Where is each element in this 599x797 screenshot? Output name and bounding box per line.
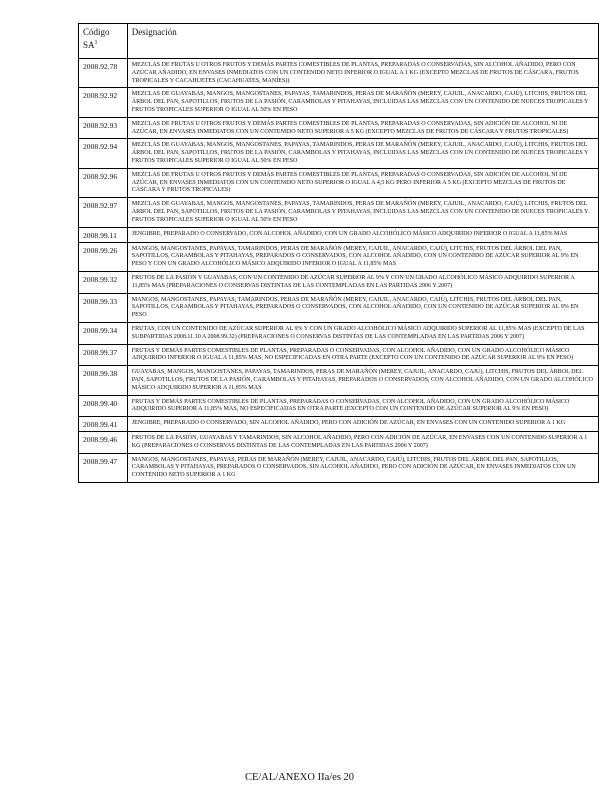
row-designation: MEZCLAS DE GUAYABAS, MANGOS, MANGOSTANES, PAPAYAS, TAMARINDOS, PERAS DE MARAÑÓN (MEREY, CAJUIL, ANACARDO, CAJÚ), LITCHIS, FRUTOS DEL ÁRBOL DEL PAN, SAPOTILLOS, FRUTOS DE LA PASIÓN, CARAMBOLAS Y PITAHAYAS, INCLUIDAS LAS MEZCLAS CON UN CONTENIDO DE NUECES TROPICALES Y FRUTOS TROPICALES SUPERIOR O IGUAL AL 50% EN PESO — [127, 198, 598, 227]
table-row — [79, 227, 599, 242]
table-row — [79, 417, 599, 432]
row-designation: FRUTAS Y DEMÁS PARTES COMESTIBLES DE PLANTAS, PREPARADAS O CONSERVADAS, CON ALCOHOL AÑADIDO, CON UN GRADO ALCOHÓLICO MÁSICO ADQUIRIDO INFERIOR O IGUAL A 11,85% MAS, NO ESPECIFICADAS EN OTRA PARTE (EXCEPTO CON UN CONTENIDO DE AZÚCAR SUPERIOR AL 9% EN PESO) — [127, 344, 598, 366]
row-code: 2008.99.40 — [79, 395, 128, 417]
table-row — [79, 198, 599, 227]
row-code: 2008.99.38 — [79, 366, 128, 395]
row-designation: MANGOS, MANGOSTANES, PAPAYAS, TAMARINDOS, PERAS DE MARAÑÓN (MEREY, CAJUIL, ANACARDO, CAJÚ), LITCHIS, FRUTOS DEL ÁRBOL DEL PAN, SAPOTILLOS, CARAMBOLAS Y PITAHAYAS, PREPARADOS O CONSERVADOS, CON ALCOHOL AÑADIDO, CON UN CONTENIDO DE AZÚCAR SUPERIOR AL 9% EN PESO — [127, 293, 598, 322]
header-designation: Designación — [127, 24, 598, 59]
table-row — [79, 322, 599, 344]
table-header-row — [79, 24, 599, 59]
table-row — [79, 88, 599, 117]
row-code: 2008.99.37 — [79, 344, 128, 366]
table-row — [79, 117, 599, 139]
row-code: 2008.99.11 — [79, 227, 128, 242]
row-designation: MANGOS, MANGOSTANES, PAPAYAS, PERAS DE MARAÑÓN (MEREY, CAJUIL, ANACARDO, CAJÚ), LITCHIS, FRUTOS DEL ÁRBOL DEL PAN, SAPOTILLOS, CARAMBOLAS Y PITAHAYAS, PREPARADOS O CONSERVADOS, SIN ALCOHOL AÑADIDO, PERO CON ADICIÓN DE AZÚCAR, EN ENVASES INMEDIATOS CON UN CONTENIDO NETO SUPERIOR A 1 KG — [127, 453, 598, 482]
table-body — [79, 59, 599, 483]
table-row — [79, 139, 599, 168]
table-row — [79, 344, 599, 366]
row-code: 2008.99.34 — [79, 322, 128, 344]
row-code: 2008.99.32 — [79, 271, 128, 293]
row-designation: GUAYABAS, MANGOS, MANGOSTANES, PAPAYAS, TAMARINDOS, PERAS DE MARAÑÓN (MEREY, CAJUIL, ANACARDO, CAJÚ), LITCHIS, FRUTOS DEL ÁRBOL DEL PAN, SAPOTILLOS, FRUTOS DE LA PASIÓN, CARAMBOLAS Y PITAHAYAS, PREPARADOS O CONSERVADOS, CON ALCOHOL AÑADIDO, CON UN GRADO ALCOHÓLICO MÁSICO ADQUIRIDO SUPERIOR A 11,85% MAS — [127, 366, 598, 395]
table-row — [79, 293, 599, 322]
row-designation: MEZCLAS DE GUAYABAS, MANGOS, MANGOSTANES, PAPAYAS, TAMARINDOS, PERAS DE MARAÑÓN (MEREY, CAJUIL, ANACARDO, CAJÚ), LITCHIS, FRUTOS DEL ÁRBOL DEL PAN, SAPOTILLOS, FRUTOS DE LA PASIÓN, CARAMBOLAS Y PITAHAYAS, INCLUIDAS LAS MEZCLAS CON UN CONTENIDO DE NUECES TROPICALES Y FRUTOS TROPICALES SUPERIOR O IGUAL AL 50% EN PESO — [127, 139, 598, 168]
row-code: 2008.92.94 — [79, 139, 128, 168]
table-row — [79, 432, 599, 454]
footnote-marker: 1 — [94, 40, 98, 46]
row-code: 2008.99.47 — [79, 453, 128, 482]
table-row — [79, 395, 599, 417]
table-row — [79, 366, 599, 395]
header-code — [79, 24, 128, 59]
row-designation: MANGOS, MANGOSTANES, PAPAYAS, TAMARINDOS, PERAS DE MARAÑÓN (MEREY, CAJUIL, ANACARDO, CAJÚ), LITCHIS, FRUTOS DEL ÁRBOL DEL PAN, SAPOTILLOS, CARAMBOLAS Y PITAHAYAS, PREPARADOS O CONSERVADOS, CON ALCOHOL AÑADIDO, CON UN CONTENIDO DE AZÚCAR SUPERIOR AL 9% EN PESO Y CON UN GRADO ALCOHÓLICO MÁSICO ADQUIRIDO INFERIOR O IGUAL A 11,85% MAS — [127, 242, 598, 271]
row-code: 2008.99.26 — [79, 242, 128, 271]
row-code: 2008.92.92 — [79, 88, 128, 117]
tariff-table — [78, 23, 599, 483]
row-code: 2008.99.46 — [79, 432, 128, 454]
row-designation: MEZCLAS DE FRUTAS U OTROS FRUTOS Y DEMÁS PARTES COMESTIBLES DE PLANTAS, PREPARADAS O CONSERVADAS, SIN ADICIÓN DE ALCOHOL NI DE AZÚCAR, EN ENVASES INMEDIATOS CON UN CONTENIDO NETO SUPERIOR O IGUAL A 4,5 KG PERO INFERIOR A 5 KG (EXCEPTO MEZCLAS DE FRUTOS DE CÁSCARA Y FRUTOS TROPICALES) — [127, 168, 598, 197]
row-designation: FRUTAS, CON UN CONTENIDO DE AZÚCAR SUPERIOR AL 9% Y CON UN GRADO ALCOHÓLICO MÁSICO ADQUIRIDO SUPERIOR AL 11,85% MAS (EXCEPTO DE LAS SUBPARTIDAS 2008.11.10 A 2008.99.32) (PREPARACIONES O CONSERVAS DISTINTAS DE LAS CONTEMPLADAS EN LAS PARTIDAS 2006 Y 2007) — [127, 322, 598, 344]
table-row — [79, 59, 599, 88]
row-code: 2008.92.93 — [79, 117, 128, 139]
row-code: 2008.99.41 — [79, 417, 128, 432]
row-designation: MEZCLAS DE GUAYABAS, MANGOS, MANGOSTANES, PAPAYAS, TAMARINDOS, PERAS DE MARAÑÓN (MEREY, CAJUIL, ANACARDO, CAJÚ), LITCHIS, FRUTOS DEL ÁRBOL DEL PAN, SAPOTILLOS, FRUTOS DE LA PASIÓN, CARAMBOLAS Y PITAHAYAS, INCLUIDAS LAS MEZCLAS CON UN CONTENIDO DE NUECES TROPICALES Y FRUTOS TROPICALES SUPERIOR O IGUAL AL 50% EN PESO — [127, 88, 598, 117]
row-designation: MEZCLAS DE FRUTAS U OTROS FRUTOS Y DEMÁS PARTES COMESTIBLES DE PLANTAS, PREPARADAS O CONSERVADAS, SIN ALCOHOL AÑADIDO, PERO CON AZÚCAR AÑADIDO, EN ENVASES INMEDIATOS CON UN CONTENIDO NETO INFERIOR O IGUAL A 1 KG (EXCEPTO MEZCLAS DE FRUTOS DE CÁSCARA, FRUTOS TROPICALES Y CACAHUETES (CACAHUATES, MANÍES)) — [127, 59, 598, 88]
row-designation: JENGIBRE, PREPARADO O CONSERVADO, SIN ALCOHOL AÑADIDO, PERO CON ADICIÓN DE AZÚCAR, EN ENVASES CON UN CONTENIDO SUPERIOR A 1 KG — [127, 417, 598, 432]
row-code: 2008.92.78 — [79, 59, 128, 88]
row-designation: FRUTOS DE LA PASIÓN Y GUAYABAS, CON UN CONTENIDO DE AZÚCAR SUPERIOR AL 9% Y CON UN GRADO ALCOHÓLICO MÁSICO ADQUIRIDO SUPERIOR A 11,85% MAS (PREPARACIONES O CONSERVAS DISTINTAS DE LAS CONTEMPLADAS EN LAS PARTIDAS 2006 Y 2007) — [127, 271, 598, 293]
table-row — [79, 453, 599, 482]
row-code: 2008.92.97 — [79, 198, 128, 227]
page-footer: CE/AL/ANEXO IIa/es 20 — [244, 772, 355, 783]
table-row — [79, 271, 599, 293]
table-row — [79, 168, 599, 197]
row-code: 2008.92.96 — [79, 168, 128, 197]
row-designation: JENGIBRE, PREPARADO O CONSERVADO, CON ALCOHOL AÑADIDO, CON UN GRADO ALCOHÓLICO MÁSICO ADQUIRIDO INFERIOR O IGUAL A 11,85% MAS — [127, 227, 598, 242]
row-designation: MEZCLAS DE FRUTAS U OTROS FRUTOS Y DEMÁS PARTES COMESTIBLES DE PLANTAS, PREPARADAS O CONSERVADAS, SIN ADICIÓN DE ALCOHOL NI DE AZÚCAR, EN ENVASES INMEDIATOS CON UN CONTENIDO NETO SUPERIOR A 5 KG (EXCEPTO MEZCLAS DE FRUTOS DE CÁSCARA Y FRUTOS TROPICALES) — [127, 117, 598, 139]
row-code: 2008.99.33 — [79, 293, 128, 322]
header-code-label: Código SA — [83, 27, 110, 50]
table-row — [79, 242, 599, 271]
row-designation: FRUTAS Y DEMÁS PARTES COMESTIBLES DE PLANTAS, PREPARADAS O CONSERVADAS, CON ALCOHOL AÑADIDO, CON UN GRADO ALCOHÓLICO MÁSICO ADQUIRIDO SUPERIOR A 11,85% MAS, NO ESPECIFICADAS EN OTRA PARTE (EXCEPTO CON UN CONTENIDO DE AZÚCAR SUPERIOR AL 9% EN PESO) — [127, 395, 598, 417]
row-designation: FRUTOS DE LA PASIÓN, GUAYABAS Y TAMARINDOS, SIN ALCOHOL AÑADIDO, PERO CON ADICIÓN DE AZÚCAR, EN ENVASES CON UN CONTENIDO SUPERIOR A 1 KG (PREPARACIONES O CONSERVAS DISTINTAS DE LAS CONTEMPLADAS EN LAS PARTIDAS 2006 Y 2007) — [127, 432, 598, 454]
